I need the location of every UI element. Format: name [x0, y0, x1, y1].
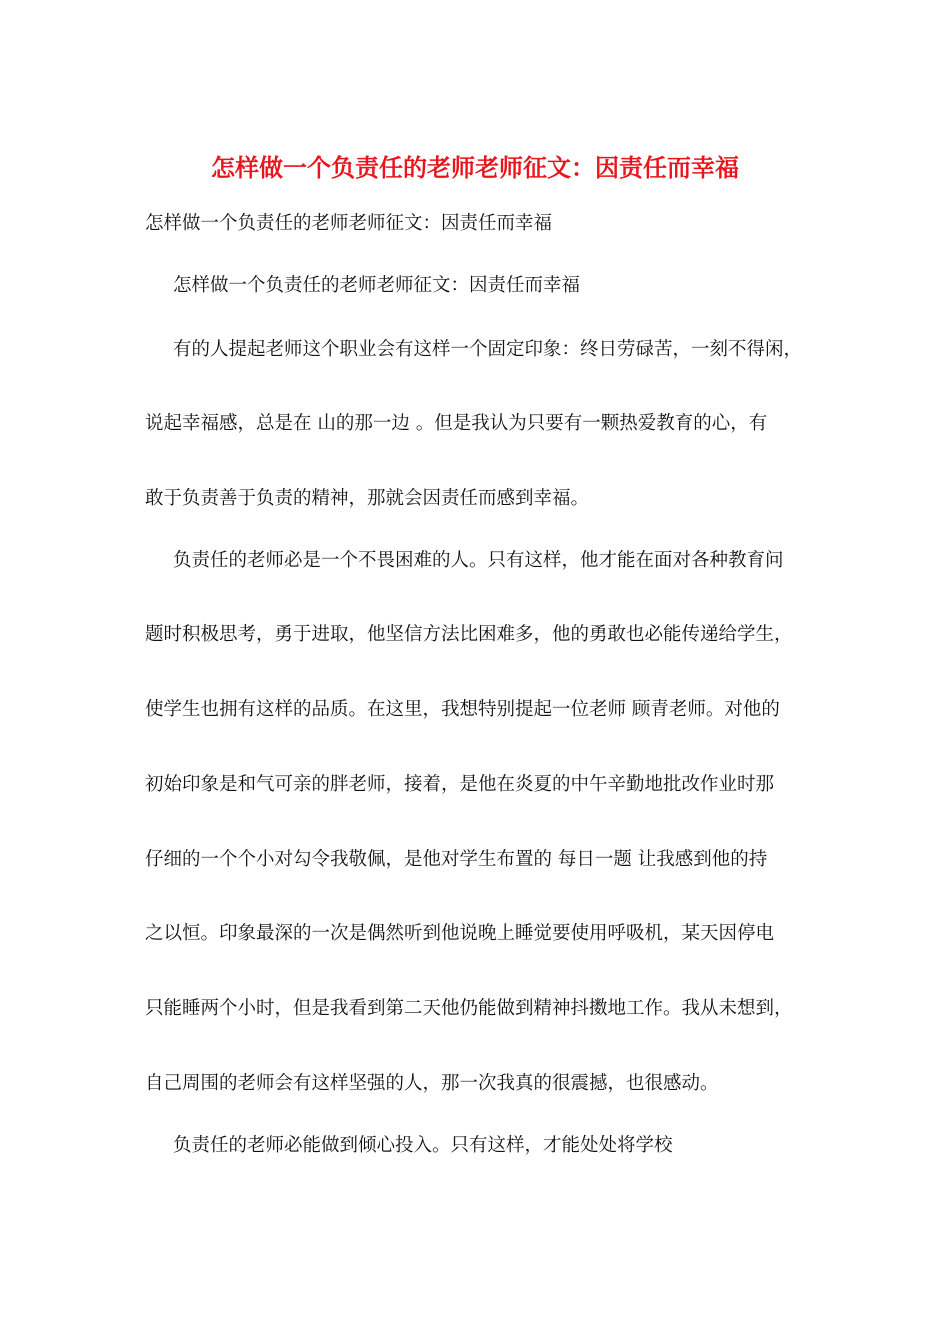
subtitle-line-indented: 怎样做一个负责任的老师老师征文：因责任而幸福	[173, 275, 581, 296]
paragraph-line: 负责任的老师必是一个不畏困难的人。只有这样，他才能在面对各种教育问	[173, 550, 784, 571]
paragraph-line: 仔细的一个个小对勾令我敬佩，是他对学生布置的 每日一题 让我感到他的持	[145, 849, 768, 870]
paragraph-line: 之以恒。印象最深的一次是偶然听到他说晚上睡觉要使用呼吸机，某天因停电	[145, 923, 775, 944]
paragraph-line: 初始印象是和气可亲的胖老师，接着，是他在炎夏的中午辛勤地批改作业时那	[145, 774, 775, 795]
paragraph-line: 自己周围的老师会有这样坚强的人，那一次我真的很震撼，也很感动。	[145, 1073, 719, 1094]
paragraph-line: 说起幸福感，总是在 山的那一边 。但是我认为只要有一颗热爱教育的心，有	[145, 413, 768, 434]
paragraph-line: 有的人提起老师这个职业会有这样一个固定印象：终日劳碌苦，一刻不得闲，	[173, 339, 803, 360]
paragraph-line: 题时积极思考，勇于进取，他坚信方法比困难多，他的勇敢也必能传递给学生，	[145, 624, 793, 645]
subtitle-line: 怎样做一个负责任的老师老师征文：因责任而幸福	[145, 213, 553, 234]
paragraph-line: 负责任的老师必能做到倾心投入。只有这样，才能处处将学校	[173, 1135, 673, 1156]
document-title: 怎样做一个负责任的老师老师征文：因责任而幸福	[211, 153, 739, 182]
paragraph-line: 使学生也拥有这样的品质。在这里，我想特别提起一位老师 顾青老师。对他的	[145, 699, 780, 720]
paragraph-line: 只能睡两个小时，但是我看到第二天他仍能做到精神抖擞地工作。我从未想到，	[145, 998, 793, 1019]
paragraph-line: 敢于负责善于负责的精神，那就会因责任而感到幸福。	[145, 488, 590, 509]
